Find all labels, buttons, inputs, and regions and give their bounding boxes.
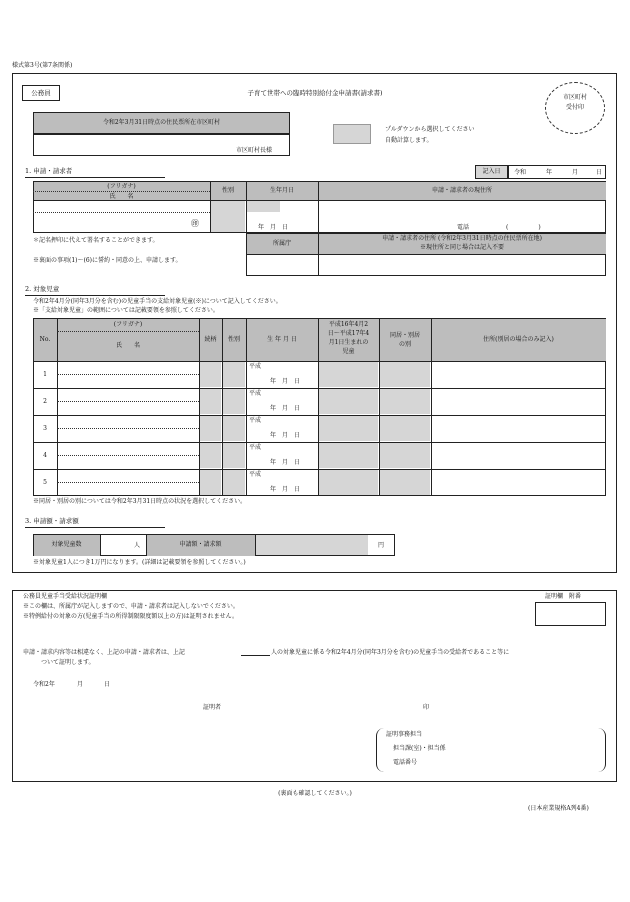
special-birth-select[interactable] <box>319 443 378 468</box>
col-address: 住所(別居の場合のみ記入) <box>483 335 554 343</box>
applicant-gender-select[interactable] <box>211 201 245 232</box>
era-label: 平成 <box>249 444 262 451</box>
gender-select[interactable] <box>223 416 245 441</box>
legend-text-1: プルダウンから選択してください <box>385 126 475 133</box>
col-relation: 続柄 <box>204 335 217 343</box>
phone-label: 電話 <box>457 224 470 231</box>
col-no: No. <box>39 335 51 343</box>
jan-address-header-2: ※現住所と同じ場合は記入不要 <box>419 244 504 251</box>
legend-text-2: 自動計算します。 <box>385 137 433 144</box>
stamp-label-2: 受付印 <box>565 104 584 111</box>
special-birth-select[interactable] <box>319 470 378 495</box>
cert-date-month: 月 <box>77 681 84 688</box>
col-special-4: 児童 <box>342 348 355 355</box>
paper-size: (日本産業規格A列4番) <box>528 805 589 812</box>
jan-address-input[interactable] <box>319 255 605 275</box>
birth-era-select[interactable] <box>247 201 280 212</box>
section2-intro-1: 令和2年4月分(同年3月分を含む)の児童手当の支給対象児童(※)について記入してください。 <box>33 298 282 305</box>
col-birth: 生 年 月 日 <box>267 335 297 343</box>
special-birth-select[interactable] <box>319 416 378 441</box>
certificate-note-1: ※この欄は、所属庁が記入しますので、申請・請求者は記入しないでください。 <box>23 603 239 610</box>
era-label: 平成 <box>249 471 262 478</box>
child-name-input[interactable] <box>58 402 198 414</box>
ymd-label: 年 月 日 <box>270 486 301 493</box>
entry-year: 年 <box>546 169 553 176</box>
certificate-title: 公務員児童手当受給状況証明欄 <box>23 593 108 600</box>
applicant-name-input[interactable] <box>34 213 209 232</box>
certifier-label: 証明者 <box>203 704 222 711</box>
agency-input[interactable] <box>247 255 317 275</box>
row-no: 4 <box>43 451 47 459</box>
col-furigana: (フリガナ) <box>113 321 143 328</box>
child-address-input[interactable] <box>432 470 605 495</box>
relation-select[interactable] <box>200 416 221 441</box>
child-address-input[interactable] <box>432 389 605 414</box>
cert-statement-1: 申請・請求内容等は相違なく、上記の申請・請求者は、上記 <box>23 649 185 656</box>
amount-label: 申請額・請求額 <box>147 535 255 556</box>
col-cohab-2: の別 <box>398 341 411 348</box>
amount-unit: 円 <box>378 542 385 549</box>
relation-select[interactable] <box>200 362 221 387</box>
entry-era: 令和 <box>514 169 527 176</box>
col-special-1: 平成16年4月2 <box>328 321 369 328</box>
entry-day: 日 <box>596 169 603 176</box>
certifier-seal: 印 <box>423 704 430 711</box>
gender-select[interactable] <box>223 362 245 387</box>
cohabitation-select[interactable] <box>380 443 430 468</box>
cohabitation-select[interactable] <box>380 389 430 414</box>
consent-note: ※裏面の事項(1)～(6)に誓約・同意の上、申請します。 <box>33 257 182 264</box>
child-address-input[interactable] <box>432 443 605 468</box>
back-note: (裏面も確認してください。) <box>278 790 352 797</box>
cert-statement-3: ついて証明します。 <box>41 659 95 666</box>
gender-select[interactable] <box>223 470 245 495</box>
phone-parens: ( ) <box>506 224 541 231</box>
era-label: 平成 <box>249 417 262 424</box>
row-no: 2 <box>43 397 47 405</box>
amount-note: ※対象児童1人につき1万円になります。(詳細は記載要領を参照してください。) <box>33 559 246 566</box>
seal-mark: ㊞ <box>191 219 199 228</box>
cert-date-era: 令和2年 <box>33 681 55 688</box>
agency-label: 所属庁 <box>272 239 291 247</box>
gender-select[interactable] <box>223 443 245 468</box>
stamp-label-1: 市区町村 <box>562 94 587 101</box>
cert-number-label: 証明欄 附番 <box>545 593 582 600</box>
cert-date-day: 日 <box>104 681 111 688</box>
ymd-label: 年 月 日 <box>270 405 301 412</box>
cert-statement-2: 人の対象児童に係る令和2年4月分(同年3月分を含む)の児童手当の受給者であること等に <box>271 649 510 656</box>
applicant-name-label: 氏 名 <box>109 193 134 200</box>
row-no: 3 <box>43 424 47 432</box>
cohabitation-select[interactable] <box>380 470 430 495</box>
jan-address-header-1: 申請・請求者の住所 (令和2年3月31日時点の住民票所在地) <box>382 235 542 242</box>
section1-heading: 1. 申請・請求者 <box>25 168 165 178</box>
child-address-input[interactable] <box>432 416 605 441</box>
form-title: 子育て世帯への臨時特別給付金申請書(請求書) <box>247 89 383 97</box>
col-special-2: 日～平成17年4 <box>327 330 370 337</box>
section2-intro-2: ※「支給対象児童」の範囲については記載要領を参照してください。 <box>33 307 219 314</box>
relation-select[interactable] <box>200 470 221 495</box>
child-name-input[interactable] <box>58 375 198 387</box>
relation-select[interactable] <box>200 443 221 468</box>
entry-month: 月 <box>572 169 579 176</box>
officer-title: 証明事務担当 <box>386 731 423 738</box>
child-count-label: 対象児童数 <box>34 535 100 556</box>
era-label: 平成 <box>249 390 262 397</box>
col-special-3: 月1日生まれの <box>328 339 369 346</box>
ymd-label: 年 月 日 <box>270 378 301 385</box>
era-label: 平成 <box>249 363 262 370</box>
child-name-input[interactable] <box>58 429 198 441</box>
certificate-note-2: ※特例給付の対象の方(児童手当の所得制限限度額以上の方)は証明されません。 <box>23 613 239 620</box>
mayor-label: 市区町村長様 <box>236 147 273 154</box>
relation-select[interactable] <box>200 389 221 414</box>
cert-number-field[interactable] <box>535 602 606 626</box>
special-birth-select[interactable] <box>319 362 378 387</box>
applicant-birth-ymd: 年 月 日 <box>258 224 289 231</box>
row-no: 1 <box>43 370 47 378</box>
gender-select[interactable] <box>223 389 245 414</box>
amount-field <box>256 535 368 555</box>
gender-header: 性別 <box>221 186 234 194</box>
form-number: 様式第3号(第7条関係) <box>12 62 73 69</box>
officer-phone: 電話番号 <box>393 759 418 766</box>
col-cohab-1: 同居・別居 <box>389 332 420 339</box>
section2-heading: 2. 対象児童 <box>25 286 165 296</box>
applicant-furigana-label: (フリガナ) <box>107 183 136 190</box>
section3-heading: 3. 申請額・請求額 <box>25 518 165 528</box>
cert-child-count-field[interactable] <box>241 648 270 656</box>
child-name-input[interactable] <box>58 456 198 468</box>
col-name: 氏 名 <box>115 342 140 349</box>
ymd-label: 年 月 日 <box>270 459 301 466</box>
child-count-unit: 人 <box>134 542 141 549</box>
child-name-input[interactable] <box>58 483 198 495</box>
pulldown-legend-swatch <box>333 124 371 144</box>
officer-dept: 担当課(室)・担当係 <box>393 745 446 752</box>
current-address-header: 申請・請求者の現住所 <box>431 186 492 194</box>
row-no: 5 <box>43 478 47 486</box>
municipality-header: 令和2年3月31日時点の住民票所在市区町村 <box>33 112 290 134</box>
civil-servant-badge: 公務員 <box>22 85 60 101</box>
col-gender: 性別 <box>227 335 240 343</box>
entry-date-label: 記入日 <box>475 165 508 179</box>
cohabitation-select[interactable] <box>380 362 430 387</box>
child-address-input[interactable] <box>432 362 605 387</box>
ymd-label: 年 月 日 <box>270 432 301 439</box>
special-birth-select[interactable] <box>319 389 378 414</box>
seal-note: ＊記名押印に代えて署名することができます。 <box>33 237 159 244</box>
birthdate-header: 生年月日 <box>269 186 294 194</box>
cohabitation-select[interactable] <box>380 416 430 441</box>
cohabitation-note: ※同居・別居の別については令和2年3月31日時点の状況を選択してください。 <box>33 498 247 505</box>
